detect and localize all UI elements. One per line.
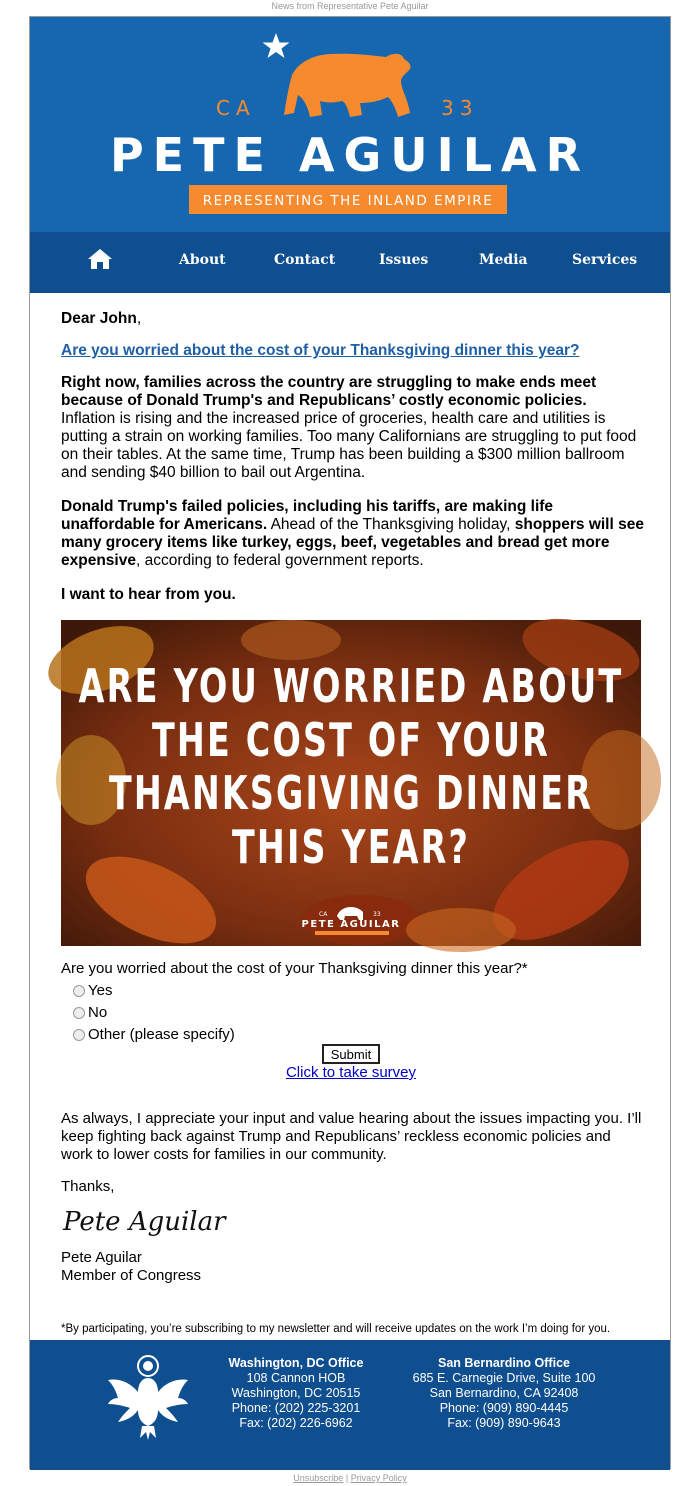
survey-option-label: No bbox=[88, 1004, 108, 1021]
sender-name: Pete Aguilar bbox=[61, 1249, 142, 1266]
preheader: News from Representative Pete Aguilar bbox=[271, 1, 429, 11]
dc-office-line2: Washington, DC 20515 bbox=[231, 1386, 361, 1400]
signature-text: Pete Aguilar bbox=[63, 1207, 226, 1237]
survey-option-label: Yes bbox=[88, 982, 113, 999]
paragraph-1-text: Inflation is rising and the increased price of groceries, health care and utilities is putting a strain on working families. Too many Californians are struggling to put food on their tables. At the same time, Trump has been building a $300 million ballroom and sending $40 billion to bail out Argentina. bbox=[61, 410, 637, 481]
disclaimer: *By participating, you’re subscribing to my newsletter and will receive updates on the work I’m doing for you. bbox=[61, 1323, 611, 1335]
greeting-name: Dear John bbox=[61, 310, 137, 327]
paragraph-1 bbox=[61, 374, 645, 482]
paragraph-2 bbox=[61, 498, 645, 570]
dc-office-line1: 108 Cannon HOB bbox=[246, 1371, 346, 1385]
footer bbox=[30, 1340, 670, 1470]
paragraph-2-bold-1: Donald Trump's failed policies, including his tariffs, are making life unaffordable for Americans. bbox=[61, 498, 554, 533]
greeting bbox=[61, 310, 141, 328]
hero-graphic bbox=[61, 620, 641, 946]
radio-other[interactable] bbox=[73, 1029, 85, 1041]
hero-logo-district: 33 bbox=[373, 911, 381, 918]
dc-office-fax: Fax: (202) 226-6962 bbox=[239, 1416, 353, 1430]
hero-logo-tagline-bar bbox=[315, 931, 389, 935]
unsubscribe-link[interactable]: Unsubscribe bbox=[293, 1473, 344, 1483]
email-container bbox=[29, 16, 671, 1469]
hero-line-4: THIS YEAR? bbox=[232, 820, 470, 874]
home-icon[interactable] bbox=[87, 247, 113, 271]
survey-question: Are you worried about the cost of your Thanksgiving dinner this year?* bbox=[61, 960, 528, 977]
sb-office-title: San Bernardino Office bbox=[438, 1356, 570, 1370]
privacy-policy-link[interactable]: Privacy Policy bbox=[350, 1473, 407, 1483]
paragraph-1-bold: Right now, families across the country are struggling to make ends meet because of Donald Trump's and Republicans’ costly economic policies. bbox=[61, 374, 597, 409]
hero-logo-name: PETE AGUILAR bbox=[301, 919, 401, 930]
survey-option-label: Other (please specify) bbox=[88, 1026, 235, 1043]
header-tagline: REPRESENTING THE INLAND EMPIRE bbox=[202, 193, 494, 209]
nav-about[interactable]: About bbox=[179, 252, 226, 268]
paragraph-2-mid: Ahead of the Thanksgiving holiday, bbox=[267, 516, 515, 533]
sb-office-line1: 685 E. Carnegie Drive, Suite 100 bbox=[412, 1371, 596, 1385]
header-district: 33 bbox=[441, 96, 479, 120]
nav-issues[interactable]: Issues bbox=[379, 252, 429, 268]
header-banner bbox=[30, 17, 670, 232]
header-logo bbox=[30, 17, 670, 232]
sb-office-fax: Fax: (909) 890-9643 bbox=[447, 1416, 561, 1430]
survey-option-other[interactable] bbox=[73, 1026, 235, 1044]
bottom-links bbox=[0, 1473, 700, 1483]
bear-icon bbox=[284, 54, 411, 117]
congress-seal-icon bbox=[106, 1352, 190, 1440]
hero-line-1: ARE YOU WORRIED ABOUT bbox=[78, 659, 624, 713]
paragraph-2-bold-2: shoppers will see many grocery items like turkey, eggs, beef, vegetables and bread get more expensive bbox=[61, 516, 644, 569]
header-name: PETE AGUILAR bbox=[109, 128, 591, 182]
header-state: CA bbox=[216, 96, 256, 120]
nav-services[interactable]: Services bbox=[572, 252, 638, 268]
star-icon bbox=[263, 33, 290, 58]
hero-logo-state: CA bbox=[319, 911, 328, 918]
dc-office-phone: Phone: (202) 225-3201 bbox=[231, 1401, 361, 1415]
dc-office bbox=[208, 1356, 384, 1431]
sender-title: Member of Congress bbox=[61, 1267, 202, 1284]
dc-office-title: Washington, DC Office bbox=[228, 1356, 364, 1370]
paragraph-2-end: , according to federal government reports. bbox=[135, 552, 424, 569]
link-separator: | bbox=[345, 1473, 349, 1483]
nav-contact[interactable]: Contact bbox=[274, 252, 336, 268]
hero-image[interactable] bbox=[61, 620, 641, 946]
hero-line-3: THANKSGIVING DINNER bbox=[109, 766, 593, 820]
nav-bar bbox=[30, 232, 670, 293]
radio-no[interactable] bbox=[73, 1007, 85, 1019]
headline-link[interactable]: Are you worried about the cost of your Thanksgiving dinner this year? bbox=[61, 342, 580, 359]
sb-office-line2: San Bernardino, CA 92408 bbox=[429, 1386, 579, 1400]
take-survey-link[interactable]: Click to take survey bbox=[285, 1064, 417, 1081]
signature bbox=[61, 1198, 231, 1244]
submit-button[interactable]: Submit bbox=[322, 1044, 380, 1064]
closing-paragraph: As always, I appreciate your input and value hearing about the issues impacting you. I’ll keep fighting back against Trump and Republicans’ reckless economic policies and work to lower costs for families in our community. bbox=[61, 1110, 642, 1163]
radio-yes[interactable] bbox=[73, 985, 85, 997]
thanks-text: Thanks, bbox=[61, 1178, 115, 1195]
survey-option-yes[interactable] bbox=[73, 982, 112, 1000]
greeting-comma: , bbox=[136, 310, 142, 327]
hero-line-2: THE COST OF YOUR bbox=[152, 713, 550, 767]
sb-office bbox=[398, 1356, 610, 1431]
paragraph-3: I want to hear from you. bbox=[61, 586, 236, 603]
nav-media[interactable]: Media bbox=[479, 252, 528, 268]
sb-office-phone: Phone: (909) 890-4445 bbox=[439, 1401, 569, 1415]
survey-option-no[interactable] bbox=[73, 1004, 107, 1022]
